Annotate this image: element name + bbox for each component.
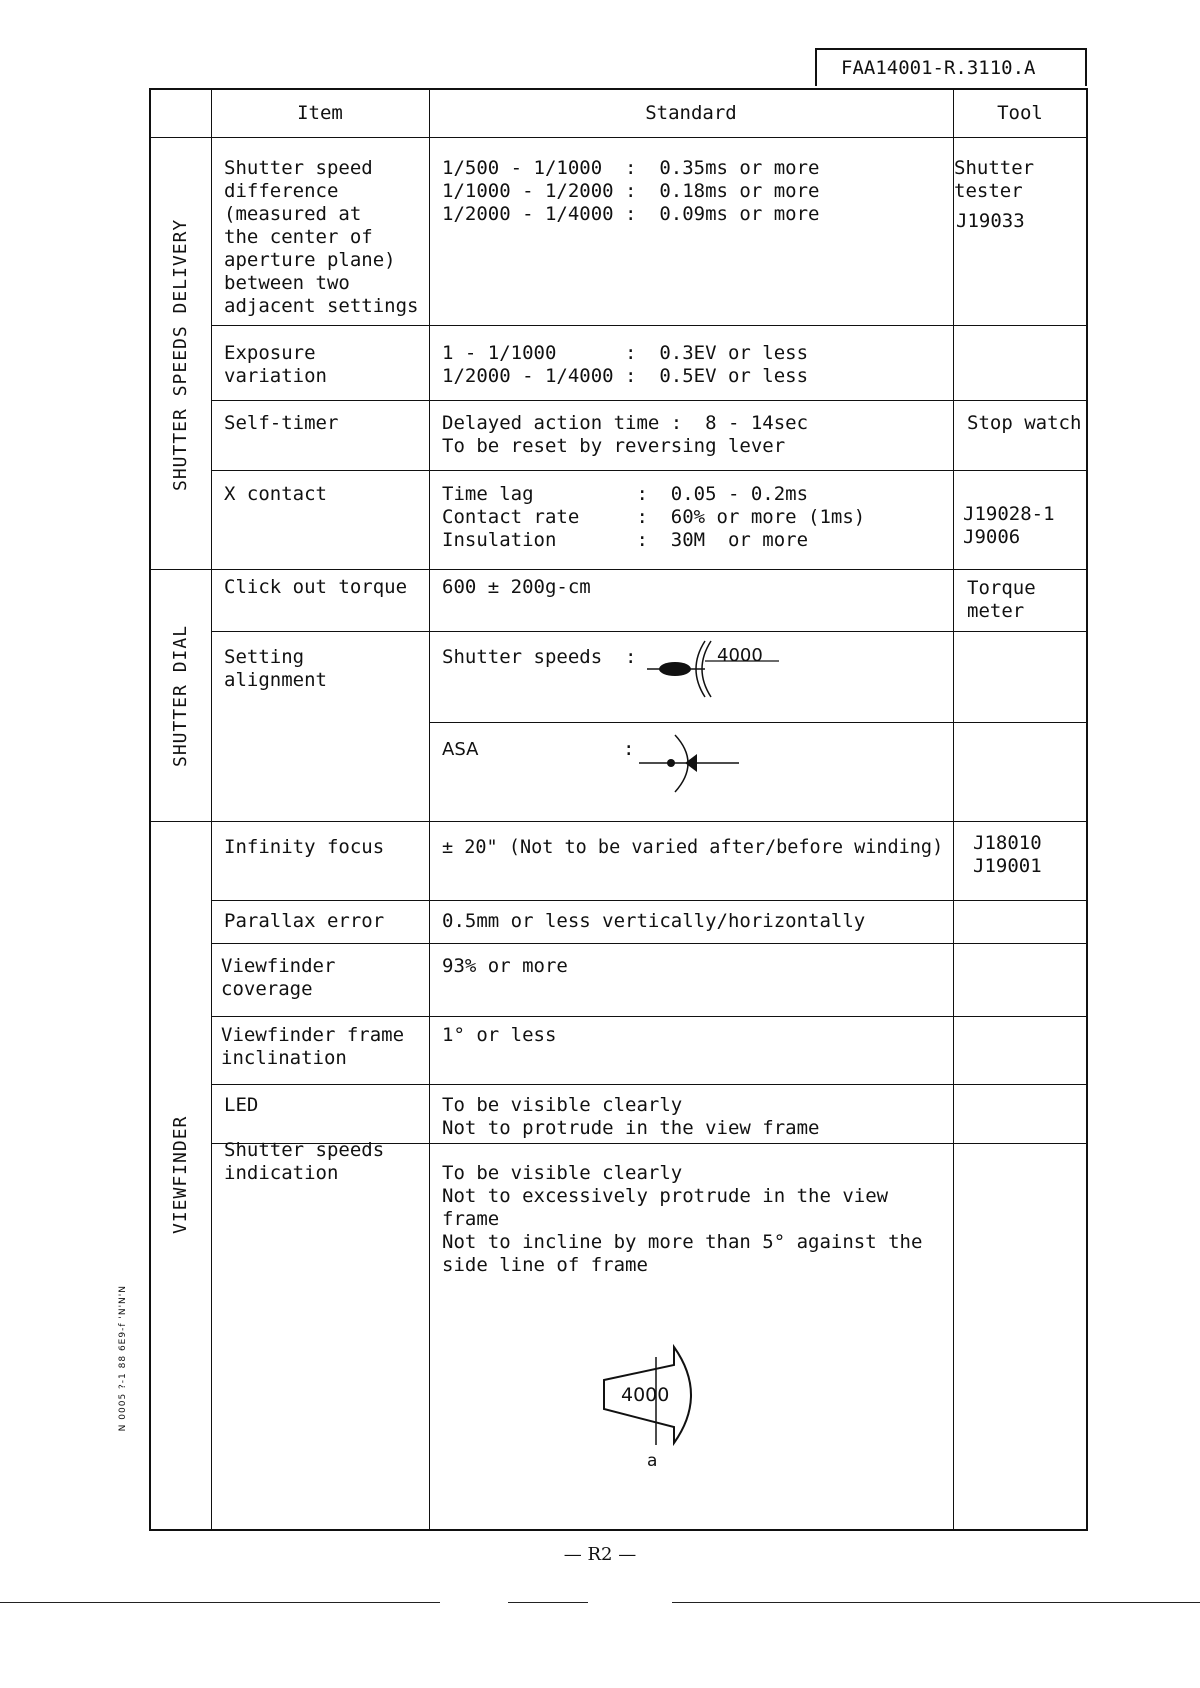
row-rule xyxy=(211,1016,1086,1017)
row-rule xyxy=(211,400,1086,401)
col-divider-standard xyxy=(953,90,954,1529)
standard-click-out-torque: 600 ± 200g-cm xyxy=(442,576,591,598)
standard-infinity-focus: ± 20" (Not to be varied after/before winding) xyxy=(442,837,944,858)
item-viewfinder-coverage: Viewfinder coverage xyxy=(221,955,336,1000)
item-x-contact: X contact xyxy=(224,483,327,505)
item-viewfinder-frame-inclination: Viewfinder frame inclination xyxy=(221,1024,405,1069)
header-rule xyxy=(151,137,1086,138)
section-rule xyxy=(151,821,1086,822)
tool-x-contact: J19028-1 J9006 xyxy=(963,503,1055,548)
figure-label-a: a xyxy=(647,1451,658,1471)
standard-viewfinder-frame-inclination: 1° or less xyxy=(442,1024,557,1046)
item-shutter-speeds-indication: Shutter speeds indication xyxy=(224,1139,385,1184)
header-standard: Standard xyxy=(645,102,737,124)
standard-asa-label: ASA xyxy=(442,739,479,760)
asa-alignment-figure xyxy=(639,730,749,800)
tool-shutter-tester: Shutter tester xyxy=(954,157,1035,202)
row-rule xyxy=(429,722,1086,723)
header-tool: Tool xyxy=(997,102,1043,124)
standard-x-contact: Time lag : 0.05 - 0.2ms Contact rate : 60% or more (1ms) Insulation : 30M or more xyxy=(442,483,866,551)
col-divider-item xyxy=(429,90,430,1529)
standard-viewfinder-coverage: 93% or more xyxy=(442,955,568,977)
item-led: LED xyxy=(224,1094,259,1116)
standard-parallax-error: 0.5mm or less vertically/horizontally xyxy=(442,910,866,932)
item-exposure-variation: Exposure variation xyxy=(224,342,327,387)
item-infinity-focus: Infinity focus xyxy=(224,836,385,858)
standard-exposure-variation: 1 - 1/1000 : 0.3EV or less 1/2000 - 1/4000 : 0.5EV or less xyxy=(442,342,809,387)
section-shutter-dial: SHUTTER DIAL xyxy=(170,624,191,768)
asa-colon: : xyxy=(623,738,635,760)
standard-shutter-speed-difference: 1/500 - 1/1000 : 0.35ms or more 1/1000 - 1/2000 : 0.18ms or more 1/2000 - 1/4000 : 0.09ms or more xyxy=(442,157,820,225)
row-rule xyxy=(211,900,1086,901)
row-rule xyxy=(211,943,1086,944)
section-viewfinder: VIEWFINDER xyxy=(170,1115,191,1235)
standard-self-timer: Delayed action time : 8 - 14sec To be reset by reversing lever xyxy=(442,412,809,457)
indication-4000: 4000 xyxy=(621,1384,670,1406)
section-rule xyxy=(151,569,1086,570)
col-divider-section xyxy=(211,90,212,1529)
spec-table xyxy=(149,88,1088,1531)
item-parallax-error: Parallax error xyxy=(224,910,385,932)
item-setting-alignment: Setting alignment xyxy=(224,646,327,691)
tool-infinity-focus: J18010 J19001 xyxy=(973,832,1042,877)
standard-shutter-speeds-indication: To be visible clearly Not to excessively protrude in the view frame Not to incline by more than 5° against the side line of frame xyxy=(442,1162,923,1276)
section-shutter-speeds-delivery: SHUTTER SPEEDS DELIVERY xyxy=(170,218,191,492)
shutter-mark-4000: 4000 xyxy=(717,645,763,666)
row-rule xyxy=(211,631,1086,632)
row-rule xyxy=(211,1084,1086,1085)
footer-rule xyxy=(508,1602,588,1603)
document-number: FAA14001-R.3110.A xyxy=(815,48,1087,86)
row-rule xyxy=(211,470,1086,471)
footer-rule xyxy=(0,1602,440,1603)
item-click-out-torque: Click out torque xyxy=(224,576,408,598)
footer-rule xyxy=(672,1602,1200,1603)
margin-note: N 0005 ?-1 88 6E9-f 'N'N'N xyxy=(118,1285,128,1432)
tool-stop-watch: Stop watch xyxy=(967,412,1082,434)
header-item: Item xyxy=(297,102,343,124)
tool-torque-meter: Torque meter xyxy=(967,577,1036,622)
item-shutter-speed-difference: Shutter speed difference (measured at the center of aperture plane) between two adjacent settings xyxy=(224,157,419,317)
row-rule xyxy=(211,325,1086,326)
standard-led: To be visible clearly Not to protrude in the view frame xyxy=(442,1094,820,1139)
tool-code-j19033: J19033 xyxy=(956,210,1025,232)
item-self-timer: Self-timer xyxy=(224,412,339,434)
standard-shutter-speeds-label: Shutter speeds : xyxy=(442,646,637,668)
page-number: — R2 — xyxy=(563,1544,637,1565)
